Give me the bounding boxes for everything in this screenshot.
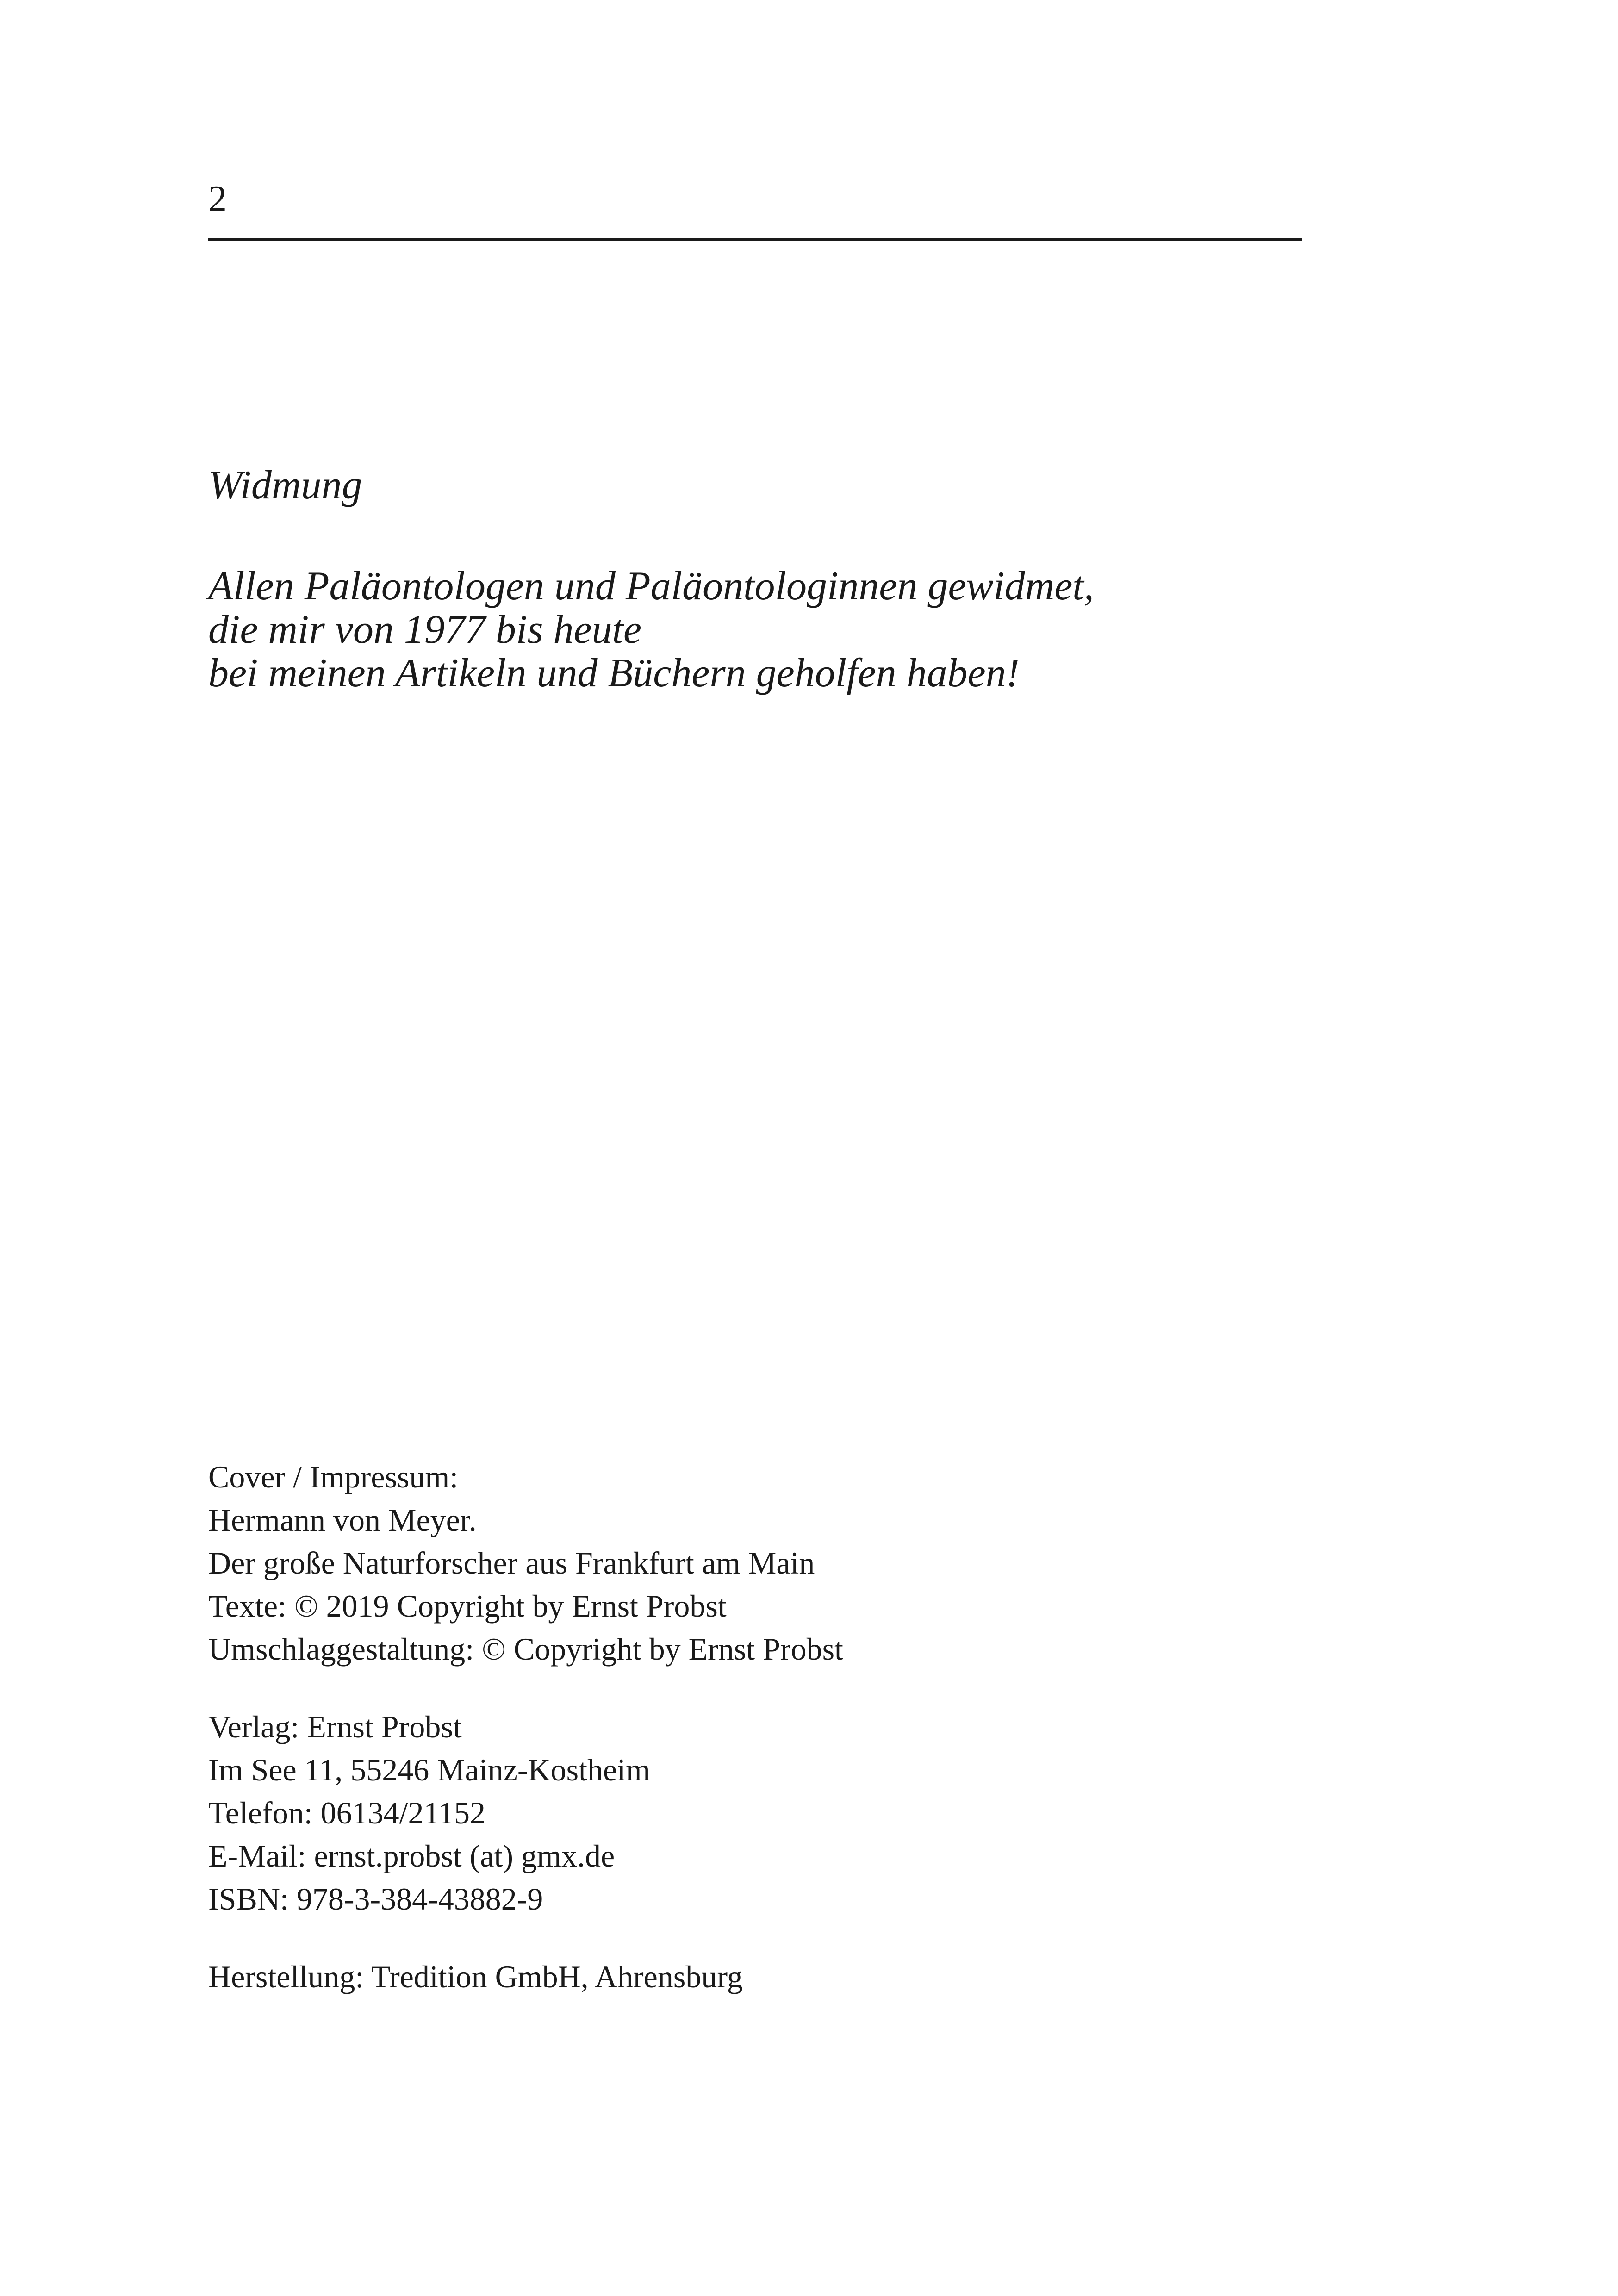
imprint-production-block <box>208 1955 743 1998</box>
text-copyright-line: Texte: © 2019 Copyright by Ernst Probst <box>208 1588 727 1624</box>
cover-design-copyright-line: Umschlaggestaltung: © Copyright by Ernst Probst <box>208 1631 843 1667</box>
dedication-title: Widmung <box>208 463 362 508</box>
dedication-line: bei meinen Artikeln und Büchern geholfen haben! <box>208 651 1020 696</box>
header-rule <box>208 238 1302 241</box>
production-line: Herstellung: Tredition GmbH, Ahrensburg <box>208 1959 743 1994</box>
dedication-line: Allen Paläontologen und Paläontologinnen gewidmet, <box>208 564 1094 609</box>
imprint-publisher-block <box>208 1705 650 1921</box>
isbn-line: ISBN: 978-3-384-43882-9 <box>208 1881 543 1916</box>
email-line: E-Mail: ernst.probst (at) gmx.de <box>208 1838 615 1873</box>
address-line: Im See 11, 55246 Mainz-Kostheim <box>208 1752 650 1787</box>
book-title-line: Hermann von Meyer. <box>208 1502 477 1537</box>
page-number: 2 <box>208 179 227 219</box>
book-subtitle-line: Der große Naturforscher aus Frankfurt am Main <box>208 1545 815 1580</box>
imprint-heading: Cover / Impressum: <box>208 1459 459 1494</box>
publisher-line: Verlag: Ernst Probst <box>208 1709 462 1744</box>
imprint-cover-block <box>208 1456 843 1671</box>
dedication-line: die mir von 1977 bis heute <box>208 607 642 652</box>
phone-line: Telefon: 06134/21152 <box>208 1795 485 1830</box>
dedication-text <box>208 565 1094 695</box>
